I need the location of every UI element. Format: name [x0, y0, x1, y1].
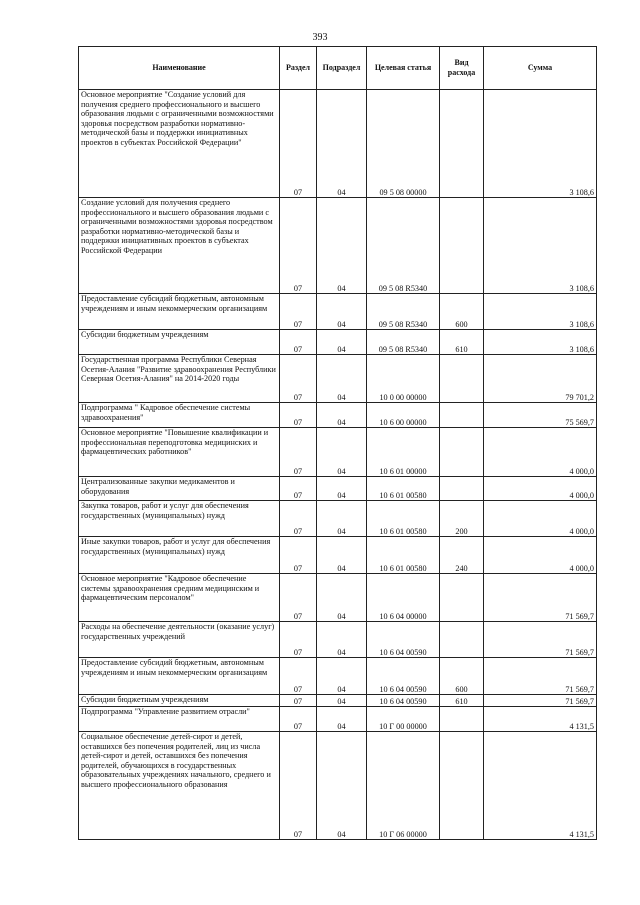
row-podrazdel: 04: [317, 574, 367, 622]
row-statya: 09 5 08 00000: [367, 90, 440, 198]
row-statya: 09 5 08 R5340: [367, 198, 440, 294]
row-summa: 71 569,7: [484, 574, 597, 622]
row-podrazdel: 04: [317, 695, 367, 707]
row-razdel: 07: [280, 428, 317, 477]
row-statya: 10 6 04 00000: [367, 574, 440, 622]
row-statya: 10 6 04 00590: [367, 695, 440, 707]
row-vid: [440, 732, 484, 840]
row-vid: [440, 574, 484, 622]
row-statya: 10 6 01 00580: [367, 501, 440, 537]
row-name: Расходы на обеспечение деятельности (оказание услуг) государственных учреждений: [79, 622, 280, 658]
row-summa: 71 569,7: [484, 695, 597, 707]
page-number: 393: [312, 32, 328, 43]
table-row: [79, 477, 597, 501]
table-row: [79, 574, 597, 622]
header-summa: Сумма: [484, 47, 597, 90]
row-summa: 3 108,6: [484, 198, 597, 294]
row-name: Основное мероприятие "Повышение квалификации и профессиональная переподготовка медицинских и фармацевтических работников": [79, 428, 280, 477]
row-vid: [440, 90, 484, 198]
row-podrazdel: 04: [317, 537, 367, 574]
table-row: [79, 501, 597, 537]
table-row: [79, 355, 597, 403]
row-name: Субсидии бюджетным учреждениям: [79, 330, 280, 355]
row-summa: 4 000,0: [484, 428, 597, 477]
row-name: Создание условий для получения среднего профессионального и высшего образования людьми с ограниченными возможностями здоровья посредством разработки нормативно-методической базы и поддержки инициативных проектов в субъектах Российской Федерации: [79, 198, 280, 294]
row-summa: 75 569,7: [484, 403, 597, 428]
row-vid: [440, 477, 484, 501]
row-podrazdel: 04: [317, 90, 367, 198]
row-vid: 610: [440, 695, 484, 707]
row-statya: 09 5 08 R5340: [367, 330, 440, 355]
header-razdel: Раздел: [280, 47, 317, 90]
row-summa: 3 108,6: [484, 330, 597, 355]
row-razdel: 07: [280, 294, 317, 330]
row-razdel: 07: [280, 198, 317, 294]
row-statya: 10 6 00 00000: [367, 403, 440, 428]
row-vid: 240: [440, 537, 484, 574]
row-summa: 79 701,2: [484, 355, 597, 403]
row-razdel: 07: [280, 501, 317, 537]
row-statya: 10 6 01 00000: [367, 428, 440, 477]
row-podrazdel: 04: [317, 198, 367, 294]
row-podrazdel: 04: [317, 403, 367, 428]
row-statya: 10 6 04 00590: [367, 658, 440, 695]
row-statya: 10 6 01 00580: [367, 477, 440, 501]
row-name: Предоставление субсидий бюджетным, автономным учреждениям и иным некоммерческим организациям: [79, 294, 280, 330]
row-name: Централизованные закупки медикаментов и оборудования: [79, 477, 280, 501]
row-podrazdel: 04: [317, 658, 367, 695]
row-name: Закупка товаров, работ и услуг для обеспечения государственных (муниципальных) нужд: [79, 501, 280, 537]
table-row: [79, 707, 597, 732]
row-name: Иные закупки товаров, работ и услуг для обеспечения государственных (муниципальных) нужд: [79, 537, 280, 574]
row-podrazdel: 04: [317, 707, 367, 732]
row-summa: 3 108,6: [484, 294, 597, 330]
table-row: [79, 732, 597, 840]
row-statya: 10 6 01 00580: [367, 537, 440, 574]
row-razdel: 07: [280, 695, 317, 707]
row-statya: 10 Г 06 00000: [367, 732, 440, 840]
row-summa: 4 000,0: [484, 501, 597, 537]
row-podrazdel: 04: [317, 501, 367, 537]
row-name: Предоставление субсидий бюджетным, автономным учреждениям и иным некоммерческим организациям: [79, 658, 280, 695]
row-podrazdel: 04: [317, 294, 367, 330]
table-row: [79, 658, 597, 695]
table-row: [79, 403, 597, 428]
table-row: [79, 695, 597, 707]
row-podrazdel: 04: [317, 477, 367, 501]
header-statya: Целевая статья: [367, 47, 440, 90]
row-summa: 71 569,7: [484, 622, 597, 658]
row-statya: 10 Г 00 00000: [367, 707, 440, 732]
table-row: [79, 198, 597, 294]
row-summa: 3 108,6: [484, 90, 597, 198]
row-vid: [440, 198, 484, 294]
row-name: Подпрограмма "Управление развитием отрасли": [79, 707, 280, 732]
row-name: Государственная программа Республики Северная Осетия-Алания "Развитие здравоохранения Республики Северная Осетия-Алания" на 2014-2020 годы: [79, 355, 280, 403]
table-row: [79, 294, 597, 330]
table-row: [79, 537, 597, 574]
row-razdel: 07: [280, 90, 317, 198]
row-razdel: 07: [280, 477, 317, 501]
table-row: [79, 90, 597, 198]
row-razdel: 07: [280, 574, 317, 622]
row-razdel: 07: [280, 355, 317, 403]
row-summa: 4 131,5: [484, 732, 597, 840]
header-name: Наименование: [79, 47, 280, 90]
row-razdel: 07: [280, 622, 317, 658]
row-podrazdel: 04: [317, 732, 367, 840]
row-statya: 09 5 08 R5340: [367, 294, 440, 330]
table-row: [79, 622, 597, 658]
row-summa: 4 000,0: [484, 477, 597, 501]
row-name: Основное мероприятие "Создание условий для получения среднего профессионального и высшего образования людьми с ограниченными возможностями здоровья посредством разработки нормативно-методической базы и поддержки инициативных проектов в субъектах Российской Федерации": [79, 90, 280, 198]
row-vid: [440, 707, 484, 732]
row-vid: [440, 403, 484, 428]
row-razdel: 07: [280, 403, 317, 428]
row-name: Основное мероприятие "Кадровое обеспечение системы здравоохранения средним медицинским и фармацевтическим персоналом": [79, 574, 280, 622]
row-razdel: 07: [280, 732, 317, 840]
row-name: Подпрограмма " Кадровое обеспечение системы здравоохранения": [79, 403, 280, 428]
header-vid: Вид расхода: [440, 47, 484, 90]
row-razdel: 07: [280, 658, 317, 695]
row-podrazdel: 04: [317, 428, 367, 477]
row-razdel: 07: [280, 537, 317, 574]
table-row: [79, 330, 597, 355]
row-razdel: 07: [280, 707, 317, 732]
row-vid: 200: [440, 501, 484, 537]
row-vid: [440, 622, 484, 658]
row-summa: 71 569,7: [484, 658, 597, 695]
row-razdel: 07: [280, 330, 317, 355]
budget-table: [78, 46, 597, 840]
row-summa: 4 131,5: [484, 707, 597, 732]
row-summa: 4 000,0: [484, 537, 597, 574]
row-vid: [440, 428, 484, 477]
row-vid: 610: [440, 330, 484, 355]
row-podrazdel: 04: [317, 355, 367, 403]
row-name: Субсидии бюджетным учреждениям: [79, 695, 280, 707]
row-statya: 10 0 00 00000: [367, 355, 440, 403]
row-podrazdel: 04: [317, 330, 367, 355]
table-header-row: [79, 47, 597, 90]
row-name: Социальное обеспечение детей-сирот и детей, оставшихся без попечения родителей, лиц из числа детей-сирот и детей, оставшихся без попечения родителей, обучающихся в государственных образовательных учреждениях начального, среднего и высшего профессионального образования: [79, 732, 280, 840]
row-vid: 600: [440, 658, 484, 695]
row-statya: 10 6 04 00590: [367, 622, 440, 658]
row-podrazdel: 04: [317, 622, 367, 658]
header-podrazdel: Подраздел: [317, 47, 367, 90]
row-vid: 600: [440, 294, 484, 330]
table-row: [79, 428, 597, 477]
row-vid: [440, 355, 484, 403]
